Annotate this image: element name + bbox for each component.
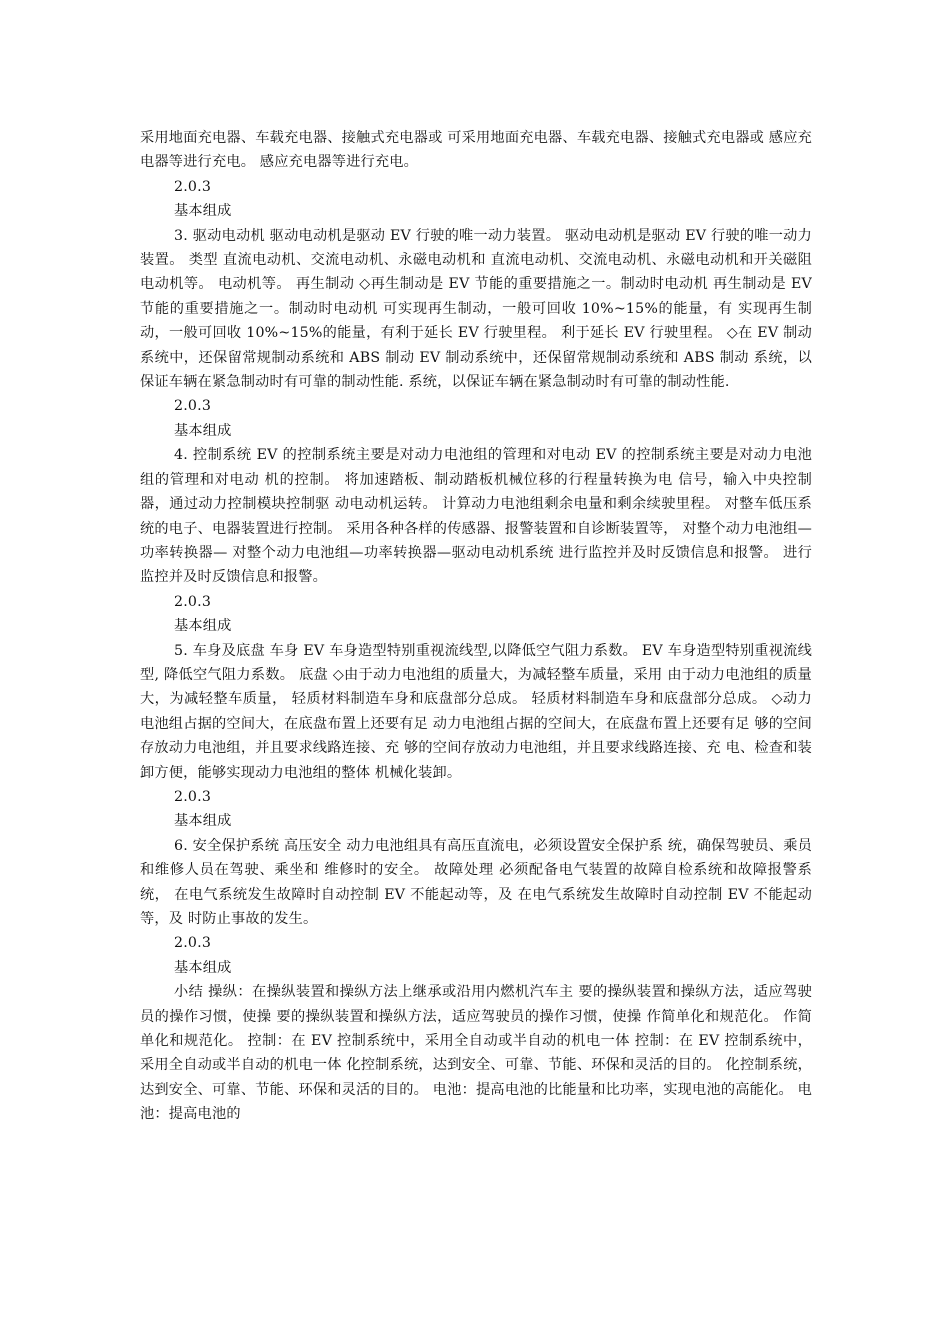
paragraph-body-chassis: 5. 车身及底盘 车身 EV 车身造型特别重视流线型,以降低空气阻力系数。 EV 车身造型特别重视流线型, 降低空气阻力系数。 底盘 ◇由于动力电池组的质量大，为减轻整车质量，采用 由于动力电池组的质量大，为减轻整车质量， 轻质材料制造车身和底盘部分总成。 轻质材料制造车身和底盘部分总成。 ◇动力电池组占据的空间大，在底盘布置上还要有足 动力电池组占据的空间大，在底盘布置上还要有足 够的空间存放动力电池组，并且要求线路连接、充 够的空间存放动力电池组，并且要求线路连接、充 电、检查和装卸方便，能够实现动力电池组的整体 机械化装卸。 — [140, 642, 812, 781]
paragraph-summary: 小结 操纵：在操纵装置和操纵方法上继承或沿用内燃机汽车主 要的操纵装置和操纵方法，适应驾驶员的操作习惯，使操 要的操纵装置和操纵方法，适应驾驶员的操作习惯，使操 作简单化和规范化。 作简单化和规范化。 控制：在 EV 控制系统中，采用全自动或半自动的机电一体 控制：在 EV 控制系统中，采用全自动或半自动的机电一体 化控制系统，达到安全、可靠、节能、环保和灵活的目的。 化控制系统，达到安全、可靠、节能、环保和灵活的目的。 电池：提高电池的比能量和比功率，实现电池的高能化。 电池：提高电池的 — [140, 984, 812, 1123]
section-number: 2.0.3 — [174, 788, 212, 805]
section-title: 基本组成 — [174, 422, 232, 439]
section-title: 基本组成 — [174, 959, 232, 976]
section-number: 2.0.3 — [174, 398, 212, 415]
paragraph-drive-motor: 3. 驱动电动机 驱动电动机是驱动 EV 行驶的唯一动力装置。 驱动电动机是驱动 EV 行驶的唯一动力装置。 类型 直流电动机、交流电动机、永磁电动机和 直流电动机、交流电动机、永磁电动机和开关磁阻 电动机等。 电动机等。 再生制动 ◇再生制动是 EV 节能的重要措施之一。制动时电动机 再生制动是 EV 节能的重要措施之一。制动时电动机 可实现再生制动，一般可回收 10%~15%的能量，有 实现再生制动，一般可回收 10%~15%的能量，有利于延长 EV 行驶里程。 利于延长 EV 行驶里程。 ◇在 EV 制动系统中，还保留常规制动系统和 ABS 制动 EV 制动系统中，还保留常规制动系统和 ABS 制动 系统，以保证车辆在紧急制动时有可靠的制动性能. 系统，以保证车辆在紧急制动时有可靠的制动性能. — [140, 227, 812, 391]
paragraph-charging-continuation: 采用地面充电器、车载充电器、接触式充电器或 可采用地面充电器、车载充电器、接触式充电器或 感应充电器等进行充电。 感应充电器等进行充电。 — [140, 130, 812, 171]
section-number: 2.0.3 — [174, 178, 212, 195]
section-title: 基本组成 — [174, 203, 232, 220]
section-title: 基本组成 — [174, 618, 232, 635]
paragraph-safety-system: 6. 安全保护系统 高压安全 动力电池组具有高压直流电，必须设置安全保护系 统，确保驾驶员、乘员和维修人员在驾驶、乘坐和 维修时的安全。 故障处理 必须配备电气装置的故障自检系统和故障报警系统， 在电气系统发生故障时自动控制 EV 不能起动等，及 在电气系统发生故障时自动控制 EV 不能起动等，及 时防止事故的发生。 — [140, 837, 812, 927]
section-number: 2.0.3 — [174, 935, 212, 952]
paragraph-control-system: 4. 控制系统 EV 的控制系统主要是对动力电池组的管理和对电动 EV 的控制系统主要是对动力电池组的管理和对电动 机的控制。 将加速踏板、制动踏板机械位移的行程量转换为电 信号，输入中央控制器，通过动力控制模块控制驱 动电动机运转。 计算动力电池组剩余电量和剩余续驶里程。 对整车低压系统的电子、电器装置进行控制。 采用各种各样的传感器、报警装置和自诊断装置等， 对整个动力电池组—功率转换器— 对整个动力电池组—功率转换器—驱动电动机系统 进行监控并及时反馈信息和报警。 进行监控并及时反馈信息和报警。 — [140, 447, 812, 586]
section-title: 基本组成 — [174, 813, 232, 830]
document-body — [140, 126, 812, 1127]
section-number: 2.0.3 — [174, 593, 212, 610]
